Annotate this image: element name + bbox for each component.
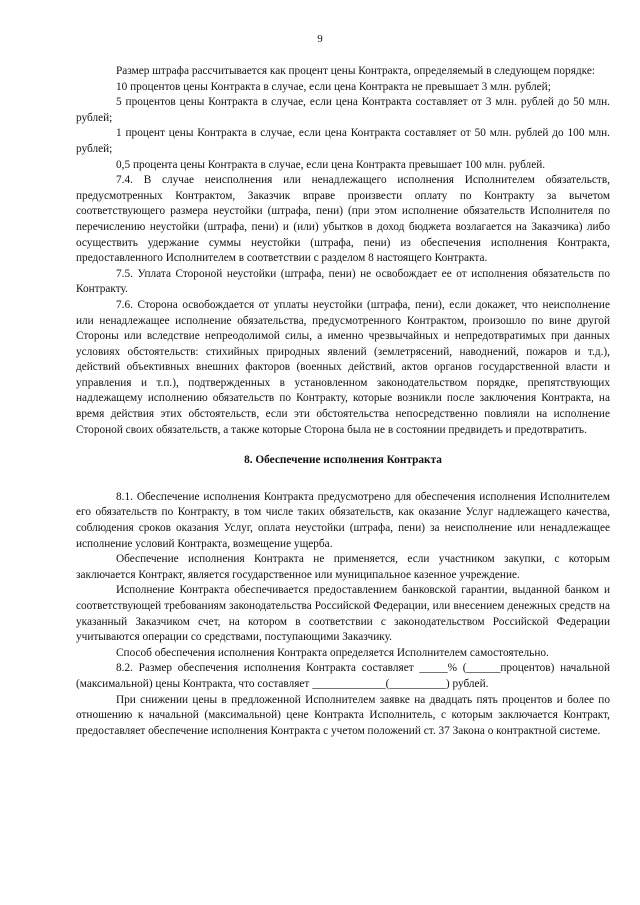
paragraph: 8.2. Размер обеспечения исполнения Контракта составляет _____% (______процентов) начальной (максимальной) цены Контракта, что составляет _____________(__________) рублей. <box>76 662 610 690</box>
paragraph: 7.6. Сторона освобождается от уплаты неустойки (штрафа, пени), если докажет, что неисполнение или ненадлежащее исполнение обязательства, предусмотренного Контрактом, произошло по вине другой Стороны или вследствие непреодолимой силы, а именно чрезвычайных и непредотвратимых при данных условиях обстоятельств: стихийных природных явлений (землетрясений, наводнений, пожаров и т.д.), действий объективных внешних факторов (военных действий, актов органов государственной власти и управления и т.п.), подтвержденных в установленном законодательством порядке, препятствующих надлежащему исполнению обязательств по Контракту, которые возникли после заключения Контракта, на время действия этих обстоятельств, если эти обстоятельства непосредственно повлияли на исполнение Стороной своих обязательств, а также которые Сторона была не в состоянии предвидеть и предотвратить. <box>76 298 610 436</box>
paragraph: 0,5 процента цены Контракта в случае, если цена Контракта превышает 100 млн. рублей. <box>116 158 546 171</box>
document-body <box>76 64 610 739</box>
paragraph: 7.5. Уплата Стороной неустойки (штрафа, пени) не освобождает ее от исполнения обязательств по Контракту. <box>76 267 610 296</box>
paragraph: 7.4. В случае неисполнения или ненадлежащего исполнения Исполнителем обязательств, предусмотренных Контрактом, Заказчик вправе произвести оплату по Контракту за вычетом соответствующего размера неустойки (штрафа, пени) (при этом исполнение обязательств Исполнителя по перечислению неустойки (штрафа, пени) и (или) убытков в доход бюджета возлагается на Заказчика) либо осуществить удержание суммы неустойки (штрафа, пени) из обеспечения исполнения Контракта, предоставленного Исполнителем в соответствии с разделом 8 настоящего Контракта. <box>76 174 610 265</box>
section-heading: 8. Обеспечение исполнения Контракта <box>244 454 442 467</box>
paragraph: При снижении цены в предложенной Исполнителем заявке на двадцать пять процентов и более по отношению к начальной (максимальной) цене Контракта Исполнитель, с которым заключается Контракт, предоставляет обеспечение исполнения Контракта с учетом положений ст. 37 Закона о контрактной системе. <box>76 693 610 737</box>
paragraph: 8.1. Обеспечение исполнения Контракта предусмотрено для обеспечения исполнения Исполнителем его обязательств по Контракту, в том числе таких обязательств, как оказание Услуг надлежащего качества, соблюдения сроков оказания Услуг, оплата неустойки (штрафа, пени) за неисполнение или ненадлежащее исполнение условий Контракта, возмещение ущерба. <box>76 490 610 550</box>
paragraph: Способ обеспечения исполнения Контракта определяется Исполнителем самостоятельно. <box>116 646 549 659</box>
page-number: 9 <box>317 33 323 45</box>
paragraph: 5 процентов цены Контракта в случае, если цена Контракта составляет от 3 млн. рублей до 50 млн. рублей; <box>76 96 610 124</box>
paragraph: Обеспечение исполнения Контракта не применяется, если участником закупки, с которым заключается Контракт, является государственное или муниципальное казенное учреждение. <box>76 553 610 581</box>
paragraph: Размер штрафа рассчитывается как процент цены Контракта, определяемый в следующем порядке: <box>116 65 595 77</box>
paragraph: Исполнение Контракта обеспечивается предоставлением банковской гарантии, выданной банком и соответствующей требованиям законодательства Российской Федерации, или внесением денежных средств на указанный Заказчиком счет, на котором в соответствии с законодательством Российской Федерации учитываются операции со средствами, поступающими Заказчику. <box>76 584 610 644</box>
paragraph: 1 процент цены Контракта в случае, если цена Контракта составляет от 50 млн. рублей до 100 млн. рублей; <box>76 127 610 155</box>
paragraph: 10 процентов цены Контракта в случае, если цена Контракта не превышает 3 млн. рублей; <box>116 80 551 93</box>
